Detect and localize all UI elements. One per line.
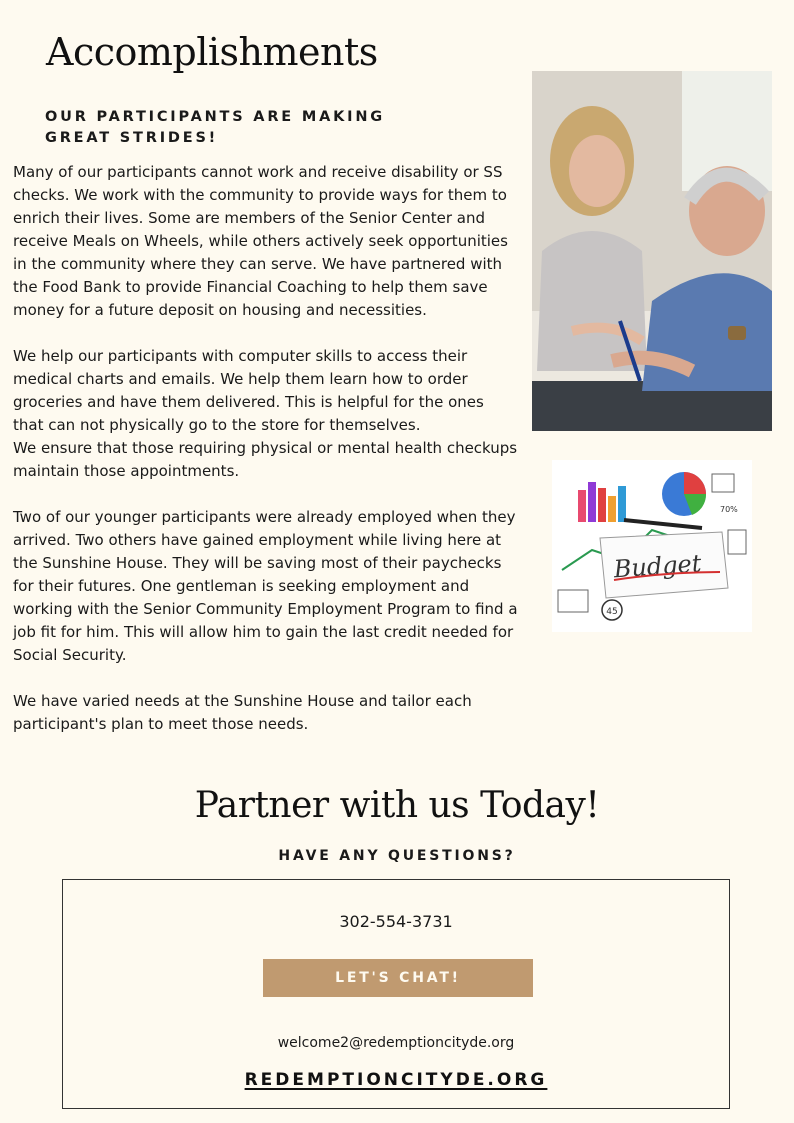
budget-word: Budget [612,549,703,584]
budget-illustration [552,460,752,632]
budget-tag-label: 70% [720,505,738,514]
budget-coin-label: 45 [606,607,618,617]
paragraph-employment: Two of our younger participants were already employed when they arrived. Two others have gained employment while living here at the Sunshine House. They will be saving most of their paychecks for their futures. One gentleman is seeking employment and working with the Senior Community Employment Program to find a job fit for him. This will allow him to gain the last credit needed for Social Security. [13,508,518,664]
partner-heading: Partner with us Today! [194,785,600,826]
lets-chat-button[interactable]: LET'S CHAT! [263,959,533,997]
contact-box [62,879,730,1109]
seniors-photo [532,71,772,431]
website-link-text[interactable]: REDEMPTIONCITYDE.ORG [244,1070,548,1090]
page-subtitle: OUR PARTICIPANTS ARE MAKING GREAT STRIDES! [45,109,385,146]
paragraph-disability: Many of our participants cannot work and receive disability or SS checks. We work with the community to provide ways for them to enrich their lives. Some are members of the Senior Center and receive Meals on Wheels, while others actively seek opportunities in the community where they can serve. We have partnered with the Food Bank to provide Financial Coaching to help them save money for a future deposit on housing and necessities. [13,163,508,319]
phone-number[interactable]: 302-554-3731 [339,912,453,931]
page-title: Accomplishments [46,30,378,74]
body-text [13,161,518,759]
paragraph-computer-skills: We help our participants with computer skills to access their medical charts and emails. We help them learn how to order groceries and have them delivered. This is helpful for the ones that can not physically go to the store for themselves. We ensure that those requiring physical or mental health checkups maintain those appointments. [13,347,518,480]
questions-heading: HAVE ANY QUESTIONS? [278,848,516,864]
website-link[interactable] [63,1070,729,1090]
email-address[interactable]: welcome2@redemptioncityde.org [277,1035,515,1051]
paragraph-varied-needs: We have varied needs at the Sunshine House and tailor each participant's plan to meet those needs. [13,692,472,733]
